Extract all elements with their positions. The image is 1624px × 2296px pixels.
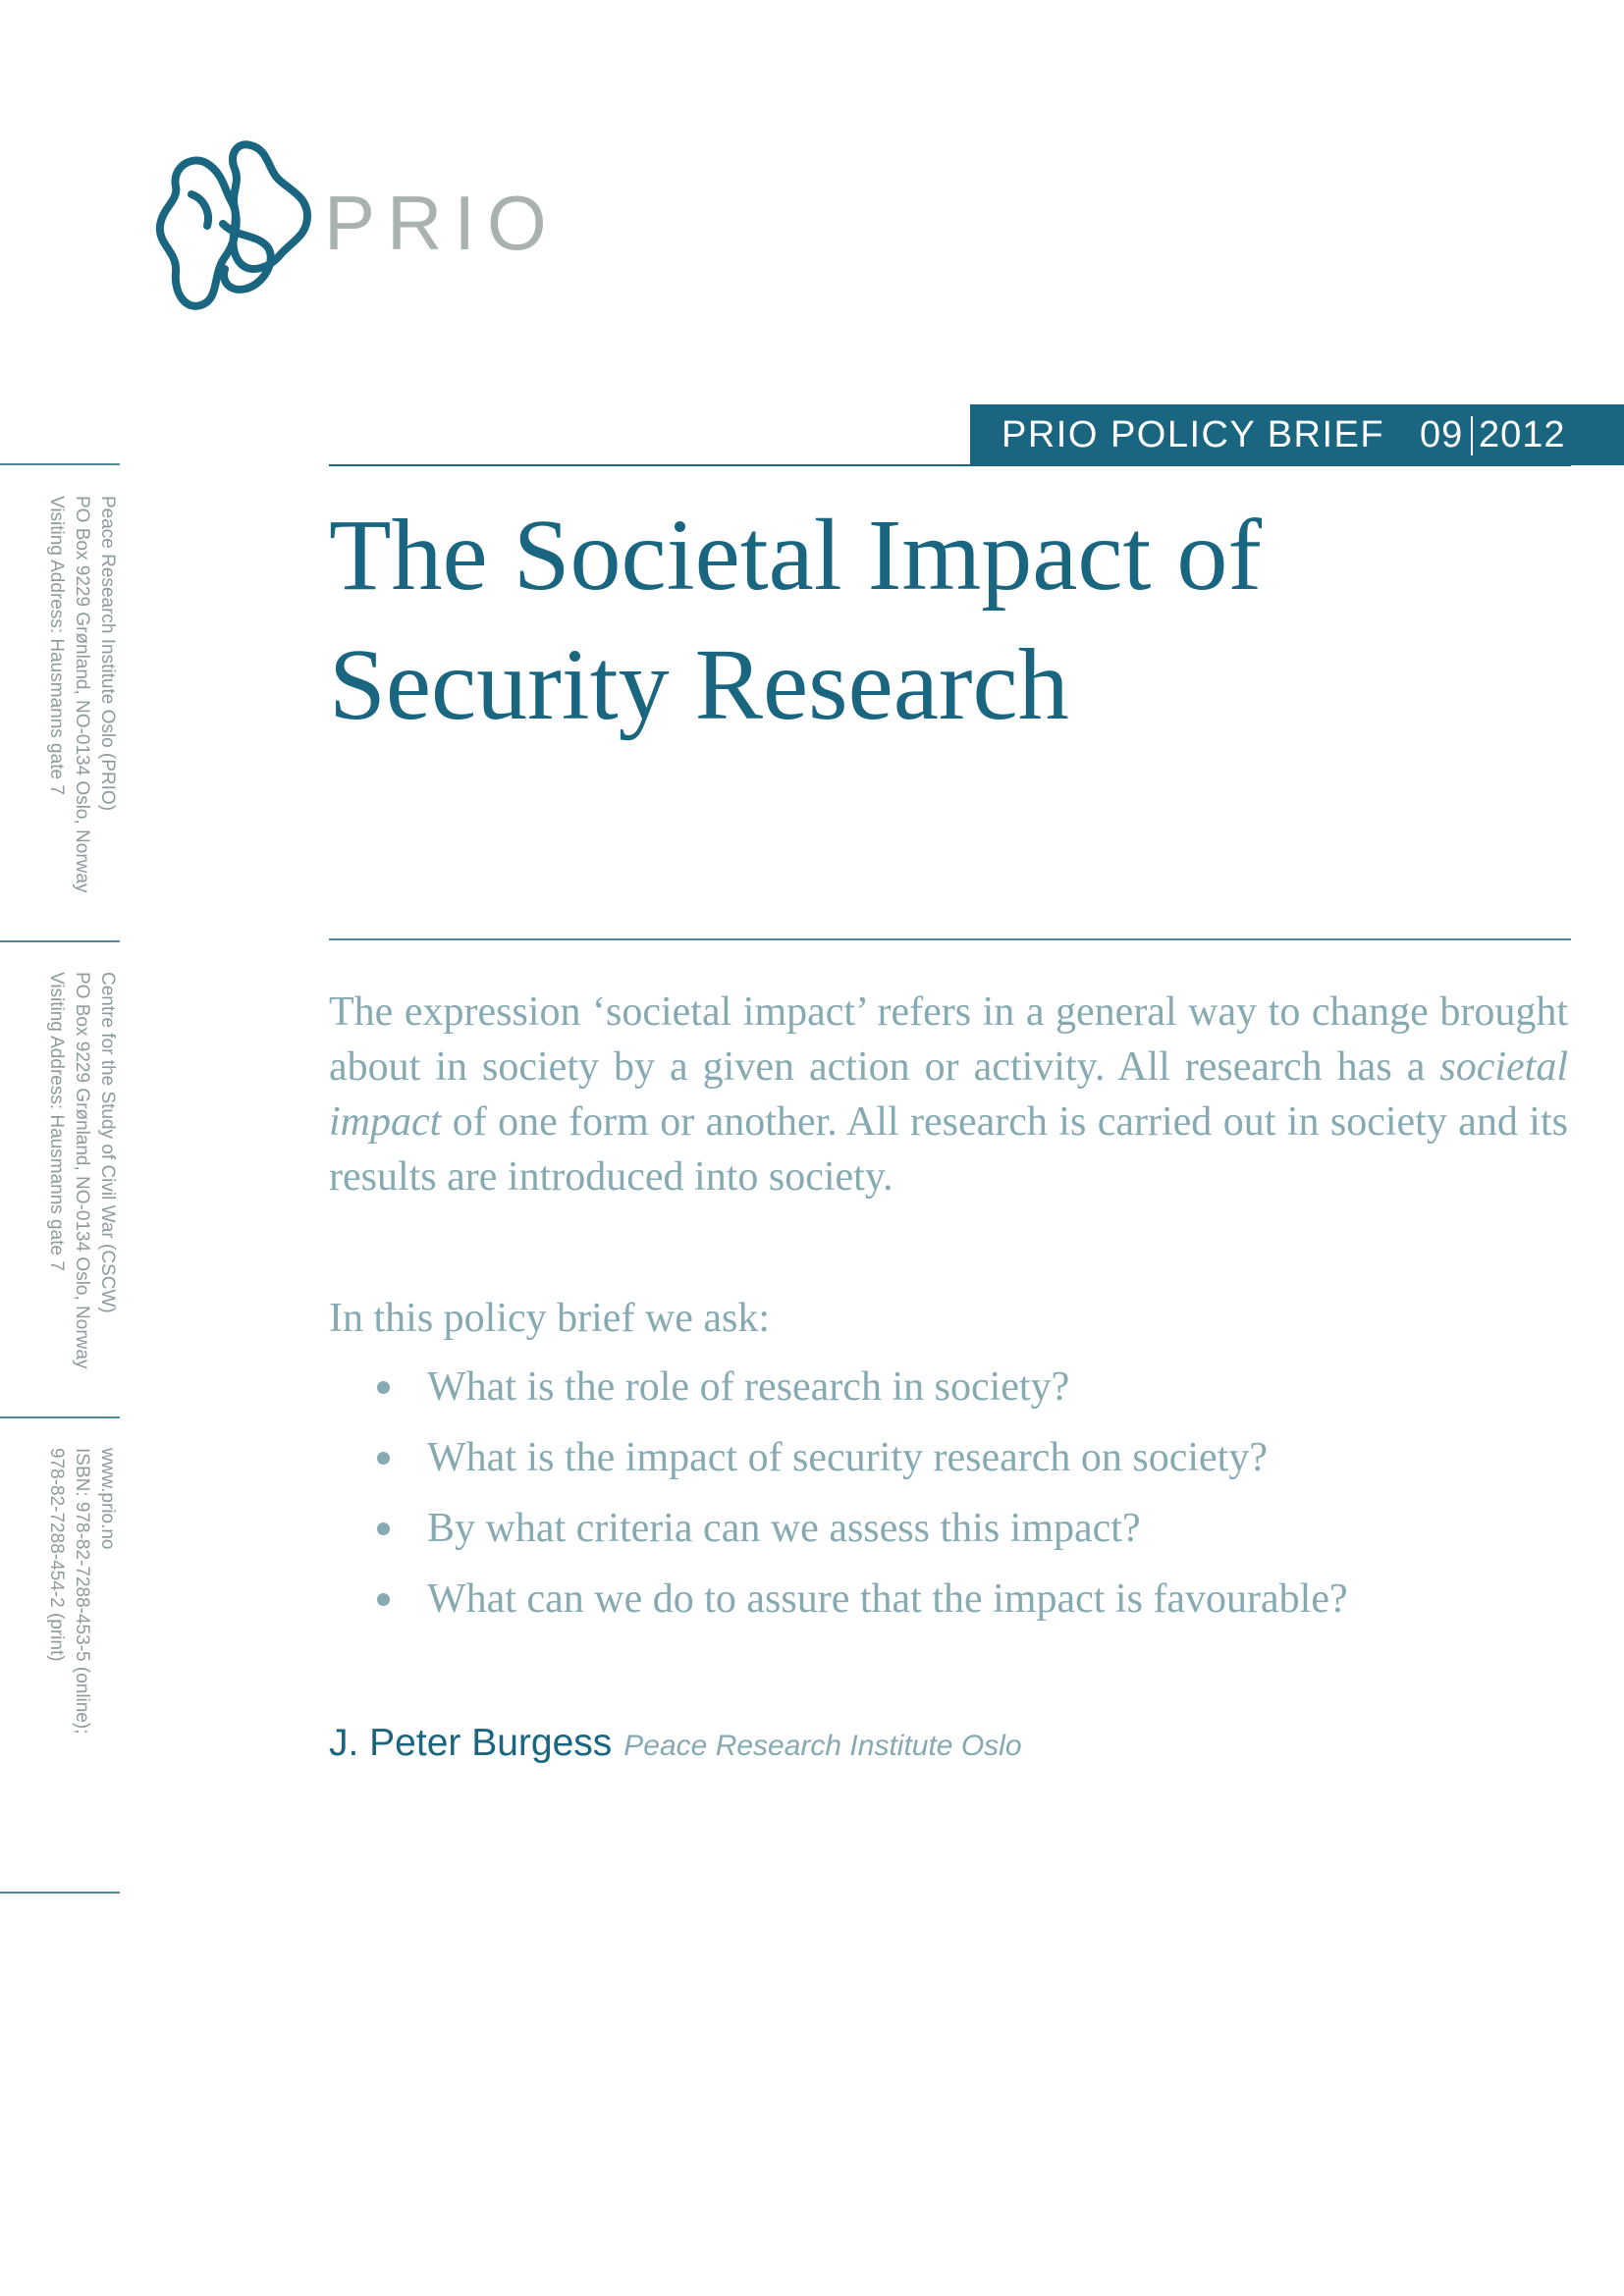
page-title [329, 491, 1556, 750]
sidebar-line: Peace Research Institute Oslo (PRIO) [97, 496, 118, 812]
sidebar-line: Visiting Address: Hausmanns gate 7 [46, 496, 67, 795]
banner-separator [1471, 416, 1473, 455]
abstract-text-1: The expression ‘societal impact’ refers in a general way to change brought about in society by a given action or activity. All research has a [329, 989, 1568, 1090]
sidebar-rule [0, 463, 120, 465]
title-rule [329, 464, 1571, 466]
bullet-icon [377, 1452, 390, 1465]
banner-label: PRIO POLICY BRIEF [1001, 414, 1385, 455]
logo-text: PRIO [324, 180, 559, 266]
sidebar-rule [0, 1892, 120, 1894]
sidebar-line: 978-82-7288-454-2 (print) [46, 1448, 67, 1662]
list-item [373, 1572, 1551, 1642]
sidebar-rule [0, 1416, 120, 1418]
section-rule [329, 938, 1571, 940]
question-text: By what criteria can we assess this impact? [427, 1506, 1141, 1551]
list-item [373, 1360, 1551, 1430]
title-line-2: Security Research [329, 628, 1069, 741]
bullet-icon [377, 1593, 390, 1606]
question-text: What is the impact of security research on society? [427, 1435, 1268, 1480]
bullet-icon [377, 1381, 390, 1394]
banner-number: 09 [1420, 414, 1464, 455]
sidebar-line: www.prio.no [97, 1448, 118, 1550]
sidebar-prio-address [43, 496, 120, 892]
sidebar-line: Centre for the Study of Civil War (CSCW) [97, 972, 118, 1313]
abstract-text-2: of one form or another. All research is carried out in society and its results are introduced into society. [329, 1099, 1568, 1200]
question-text: What is the role of research in society? [427, 1364, 1070, 1410]
sidebar-line: Visiting Address: Hausmanns gate 7 [46, 972, 67, 1271]
questions-list [373, 1360, 1551, 1642]
author-name: J. Peter Burgess [329, 1722, 613, 1764]
abstract-emphasis: societal impact [329, 1044, 1568, 1145]
author-line [329, 1720, 1022, 1775]
title-line-1: The Societal Impact of [329, 499, 1263, 612]
sidebar-line: PO Box 9229 Grønland, NO-0134 Oslo, Norway [72, 972, 92, 1369]
sidebar-line: ISBN: 978-82-7288-453-5 (online); [72, 1448, 92, 1735]
sidebar-cscw-address [43, 972, 120, 1368]
list-item [373, 1501, 1551, 1572]
bullet-icon [377, 1522, 390, 1535]
sidebar-line: PO Box 9229 Grønland, NO-0134 Oslo, Norway [72, 496, 92, 893]
banner-year: 2012 [1479, 414, 1566, 455]
abstract-paragraph [329, 985, 1568, 1204]
sidebar-rule [0, 940, 120, 942]
policy-brief-banner [970, 404, 1624, 465]
author-affiliation: Peace Research Institute Oslo [623, 1730, 1022, 1762]
questions-intro: In this policy brief we ask: [329, 1296, 771, 1341]
prio-logo-icon [152, 135, 317, 314]
sidebar-web-isbn [43, 1448, 120, 1735]
question-text: What can we do to assure that the impact is favourable? [427, 1576, 1348, 1622]
list-item [373, 1430, 1551, 1501]
